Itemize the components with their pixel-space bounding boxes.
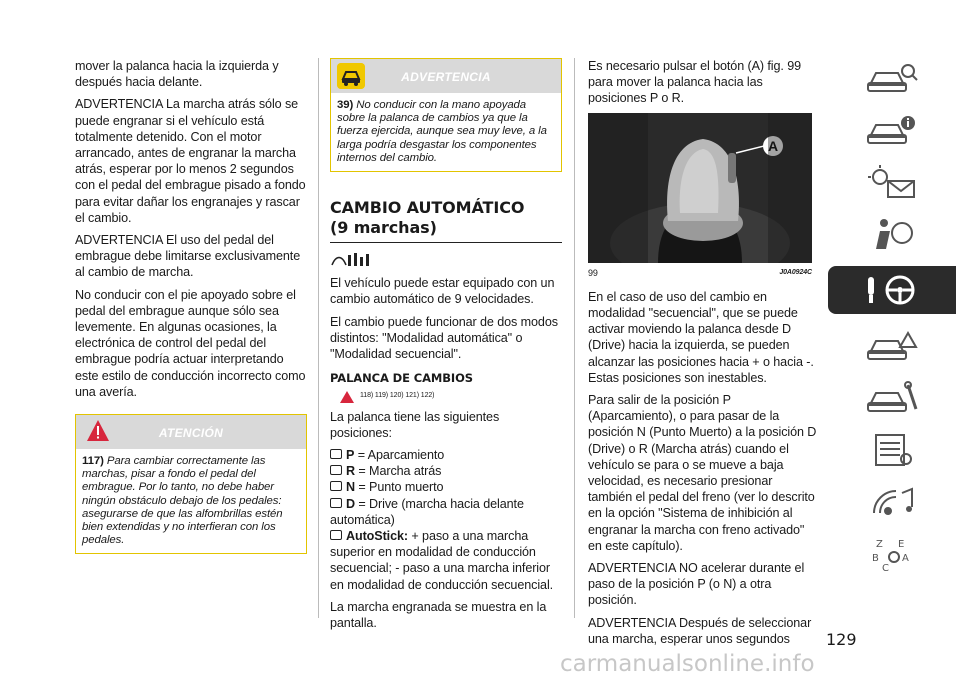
car-search-icon (862, 59, 922, 97)
warning-number: 39) (337, 99, 354, 111)
tab-multimedia[interactable] (828, 482, 956, 522)
figure-code: J0A0924C (779, 268, 812, 276)
paragraph: La palanca tiene las siguientes posiciones: (330, 409, 500, 440)
column-middle (330, 58, 562, 637)
tab-maintenance[interactable] (828, 378, 956, 418)
chapter-tabs (828, 58, 956, 586)
paragraph: No conducir con el pie apoyado sobre el pedal del embrague aunque sólo sea levemente. En algunas ocasiones, la electrónica de control del pedal del embrague podría actuar interpretando este estilo de conducción incorrecto como una avería. (75, 287, 306, 399)
gear-item-autostick (330, 528, 562, 593)
watermark: carmanualsonline.info (560, 651, 815, 677)
gear-item-n (330, 479, 562, 495)
paragraph: mover la palanca hacia la izquierda y después hacia delante. (75, 59, 279, 90)
tab-knowing-vehicle[interactable] (828, 58, 956, 98)
gear-item-p (330, 447, 562, 463)
gear-key: P (346, 448, 355, 463)
paragraph: ADVERTENCIA Después de seleccionar una marcha, esperar unos segundos (588, 615, 812, 646)
car-maintenance-icon (862, 379, 922, 417)
svg-text:E: E (898, 539, 905, 550)
paragraph: El cambio puede funcionar de dos modos distintos: "Modalidad automática" o "Modalidad secuencial". (330, 314, 558, 362)
callout-label: A (767, 137, 779, 154)
tab-warning-lights[interactable] (828, 162, 956, 202)
gear-indicator-icon (330, 498, 342, 508)
paragraph: ADVERTENCIA NO acelerar durante el paso de la posición P (o N) a otra posición. (588, 561, 805, 608)
gear-key: AutoStick: (346, 529, 408, 544)
gear-desc: + paso a una marcha superior en modalidad de conducción secuencial; - paso a una marcha inferior en modalidad de conducción secuencial. (330, 529, 554, 592)
warning-triangle-icon (340, 391, 354, 403)
section-title-line1: CAMBIO AUTOMÁTICO (330, 198, 525, 218)
svg-text:A: A (902, 553, 909, 564)
section-title (330, 198, 562, 243)
gear-list (330, 447, 562, 593)
equipment-variant-icon (330, 251, 374, 269)
gear-shifter-illustration (588, 113, 812, 263)
gear-item-r (330, 463, 562, 479)
paragraph: Es necesario pulsar el botón (A) fig. 99 para mover la palanca hacia las posiciones P o R. (588, 59, 802, 106)
section-title-line2: (9 marchas) (330, 218, 437, 238)
gear-desc: = Aparcamiento (354, 448, 445, 463)
caution-number: 117) (82, 455, 104, 468)
gear-item-d (330, 496, 562, 528)
svg-text:Z: Z (876, 539, 883, 550)
gear-indicator-icon (330, 465, 342, 475)
tab-instrument-panel[interactable] (828, 110, 956, 150)
multimedia-icon (862, 483, 922, 521)
paragraph: En el caso de uso del cambio en modalidad "secuencial", que se puede activar moviendo la palanca desde D (Drive) hacia la izquierda, se pueden alcanzar las posiciones hacia + o hacia -. Estas posiciones son inestables. (588, 289, 814, 385)
alphabetical-index-icon (862, 535, 922, 573)
gear-desc: = Marcha atrás (355, 464, 442, 479)
caution-box (75, 414, 307, 554)
gear-desc: = Drive (marcha hacia delante automática) (330, 496, 524, 527)
gear-indicator-icon (330, 449, 342, 459)
car-emergency-icon (862, 327, 922, 365)
caution-body: Para cambiar correctamente las marchas, pisar a fondo el pedal del embrague. Por lo tanto, no debe haber ningún obstáculo debajo de los pedales: asegurarse de que las alfombrillas estén bien extendidas y no interfieran con los pedales. (82, 455, 283, 547)
paragraph: Para salir de la posición P (Aparcamiento), o para pasar de la posición N (Punto Muerto) a la posición D (Drive) o R (Marcha atrás) cuando el vehículo se para o se mueve a baja velocidad, es necesario presionar también el pedal del freno (ver lo descrito en la opción "Sistema de inhibición al engranar la marcha con freno activado" en este capítulo). (588, 393, 817, 553)
warning-box-header (331, 59, 561, 93)
gear-lever-photo (588, 113, 812, 263)
gear-desc: = Punto muerto (355, 480, 444, 495)
tab-safety[interactable] (828, 214, 956, 254)
gear-indicator-icon (330, 481, 342, 491)
figure-caption (588, 265, 812, 281)
gear-indicator-icon (330, 530, 342, 540)
caution-box-header (76, 415, 306, 449)
subheading: PALANCA DE CAMBIOS (330, 371, 473, 386)
warning-body: No conducir con la mano apoyada sobre la palanca de cambios ya que la fuerza ejercida, aunque sea muy leve, a la larga podría desgastar los componentes internos del cambio. (337, 99, 547, 164)
gear-key: N (346, 480, 355, 495)
svg-text:B: B (872, 553, 879, 564)
gear-key: D (346, 496, 355, 511)
column-right (588, 58, 818, 653)
warning-title: ADVERTENCIA (401, 70, 491, 84)
car-info-icon (862, 111, 922, 149)
technical-data-icon (862, 431, 922, 469)
tab-starting-driving[interactable] (828, 266, 956, 314)
paragraph: El vehículo puede estar equipado con un cambio automático de 9 velocidades. (330, 276, 555, 307)
tab-index[interactable] (828, 534, 956, 574)
column-divider (574, 58, 575, 618)
tab-technical-data[interactable] (828, 430, 956, 470)
caution-title: ATENCIÓN (158, 426, 224, 441)
paragraph: ADVERTENCIA El uso del pedal del embrague debe limitarse exclusivamente al cambio de marcha. (75, 233, 301, 280)
gear-key: R (346, 464, 355, 479)
tab-emergency[interactable] (828, 326, 956, 366)
safety-airbag-icon (862, 215, 922, 253)
paragraph: La marcha engranada se muestra en la pantalla. (330, 599, 547, 631)
steering-wheel-key-icon (862, 271, 922, 309)
page-number: 129 (826, 630, 857, 649)
warning-lights-icon (862, 163, 922, 201)
svg-text:C: C (882, 563, 889, 573)
caution-text (76, 449, 306, 553)
note-references: 118) 119) 120) 121) 122) (360, 392, 435, 400)
column-left (75, 58, 307, 554)
paragraph: ADVERTENCIA La marcha atrás sólo se puede engranar si el vehículo está totalmente detenido. Con el motor arrancado, antes de engranar la marcha atrás, esperar por lo menos 2 segundos con el pedal del embrague pisado a fondo para evitar dañar los engranajes y rascar el cambio. (75, 97, 306, 225)
warning-box (330, 58, 562, 172)
warning-text (331, 93, 561, 171)
figure-number: 99 (588, 267, 598, 278)
column-divider (318, 58, 319, 618)
